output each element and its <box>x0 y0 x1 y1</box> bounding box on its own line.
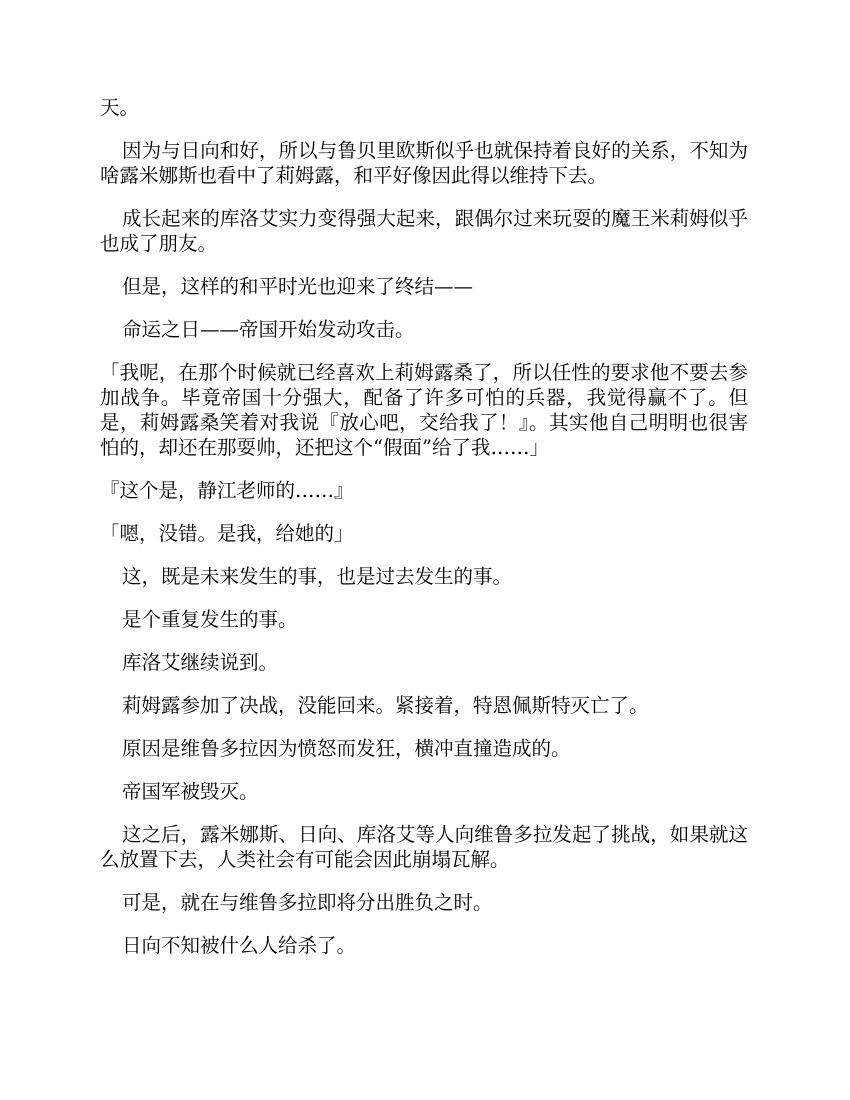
dialogue-paragraph: 「我呢，在那个时候就已经喜欢上莉姆露桑了，所以任性的要求他不要去参加战争。毕竟帝国十分强大，配备了许多可怕的兵器，我觉得赢不了。但是，莉姆露桑笑着对我说『放心吧，交给我了！』。其实他自己明明也很害怕的，却还在那耍帅，还把这个“假面”给了我……」 <box>100 361 748 459</box>
paragraph: 莉姆露参加了决战，没能回来。紧接着，特恩佩斯特灭亡了。 <box>122 694 649 717</box>
paragraph: 可是，就在与维鲁多拉即将分出胜负之时。 <box>122 891 493 914</box>
paragraph: 是个重复发生的事。 <box>122 608 298 631</box>
paragraph: 这之后，露米娜斯、日向、库洛艾等人向维鲁多拉发起了挑战，如果就这么放置下去，人类社会有可能会因此崩塌瓦解。 <box>100 823 748 871</box>
paragraph: 原因是维鲁多拉因为愤怒而发狂，横冲直撞造成的。 <box>122 737 571 760</box>
paragraph: 库洛艾继续说到。 <box>122 651 279 674</box>
dialogue-paragraph: 「嗯，没错。是我，给她的」 <box>100 522 354 545</box>
text-body <box>100 95 748 976</box>
paragraph: 日向不知被什么人给杀了。 <box>122 934 357 957</box>
paragraph: 命运之日——帝国开始发动攻击。 <box>122 318 415 341</box>
paragraph: 但是，这样的和平时光也迎来了终结—— <box>122 275 474 298</box>
paragraph: 因为与日向和好，所以与鲁贝里欧斯似乎也就保持着良好的关系，不知为啥露米娜斯也看中了莉姆露，和平好像因此得以维持下去。 <box>100 139 748 187</box>
paragraph: 这，既是未来发生的事，也是过去发生的事。 <box>122 565 513 588</box>
dialogue-paragraph: 『这个是，静江老师的……』 <box>100 479 354 502</box>
paragraph: 天。 <box>100 96 140 119</box>
paragraph: 成长起来的库洛艾实力变得强大起来，跟偶尔过来玩耍的魔王米莉姆似乎也成了朋友。 <box>100 207 748 255</box>
paragraph: 帝国军被毁灭。 <box>122 780 259 803</box>
